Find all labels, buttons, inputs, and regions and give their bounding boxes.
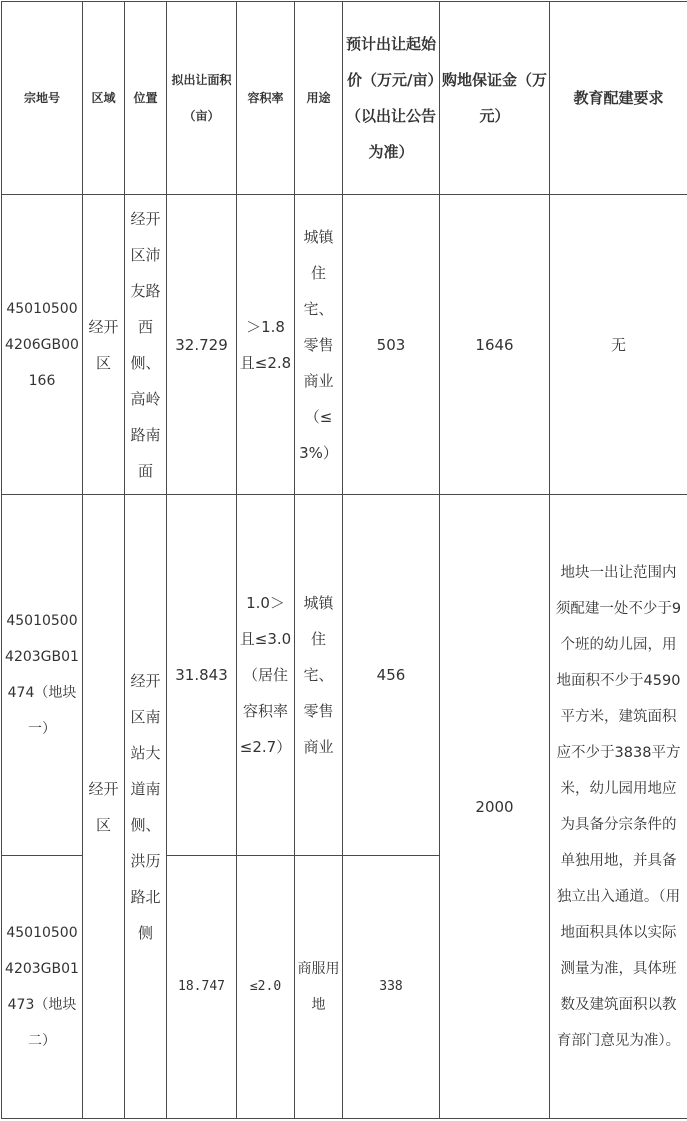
cell-parcel-no: 450105004206GB00166 [2, 195, 83, 495]
cell-deposit-merged: 2000 [440, 495, 550, 1119]
table-row [2, 495, 687, 856]
header-deposit: 购地保证金（万元） [440, 2, 550, 195]
cell-area: 32.729 [167, 195, 237, 495]
land-parcel-table [1, 1, 687, 1119]
table-row [2, 195, 687, 495]
cell-price: 456 [343, 495, 440, 856]
cell-price: 503 [343, 195, 440, 495]
cell-district-merged: 经开区 [83, 495, 125, 1119]
cell-parcel-no: 450105004203GB01474（地块一） [2, 495, 83, 856]
cell-price: 338 [343, 856, 440, 1119]
header-usage: 用途 [295, 2, 343, 195]
table-header-row [2, 2, 687, 195]
cell-area: 31.843 [167, 495, 237, 856]
cell-education: 无 [550, 195, 687, 495]
cell-far: ≤2.0 [237, 856, 295, 1119]
cell-usage: 城镇住宅、零售商业 [295, 495, 343, 856]
cell-far: ＞1.8且≤2.8 [237, 195, 295, 495]
cell-district: 经开区 [83, 195, 125, 495]
cell-deposit: 1646 [440, 195, 550, 495]
cell-location: 经开区沛友路西侧、高岭路南面 [125, 195, 167, 495]
header-parcel-no: 宗地号 [2, 2, 83, 195]
cell-area: 18.747 [167, 856, 237, 1119]
cell-education-merged: 地块一出让范围内须配建一处不少于9个班的幼儿园，用地面积不少于4590平方米，建筑面积应不少于3838平方米，幼儿园用地应为具备分宗条件的单独用地，并具备独立出入通道。（用地面积具体以实际测量为准，具体班数及建筑面积以教育部门意见为准）。 [550, 495, 687, 1119]
cell-parcel-no: 450105004203GB01473（地块二） [2, 856, 83, 1119]
cell-location-merged: 经开区南站大道南侧、洪历路北侧 [125, 495, 167, 1119]
header-education: 教育配建要求 [550, 2, 687, 195]
header-district: 区域 [83, 2, 125, 195]
cell-usage: 城镇住宅、零售商业（≤3%） [295, 195, 343, 495]
cell-far: 1.0＞且≤3.0（居住容积率≤2.7） [237, 495, 295, 856]
header-far: 容积率 [237, 2, 295, 195]
header-location: 位置 [125, 2, 167, 195]
header-price: 预计出让起始价（万元/亩）（以出让公告为准） [343, 2, 440, 195]
header-area: 拟出让面积（亩） [167, 2, 237, 195]
cell-usage: 商服用地 [295, 856, 343, 1119]
